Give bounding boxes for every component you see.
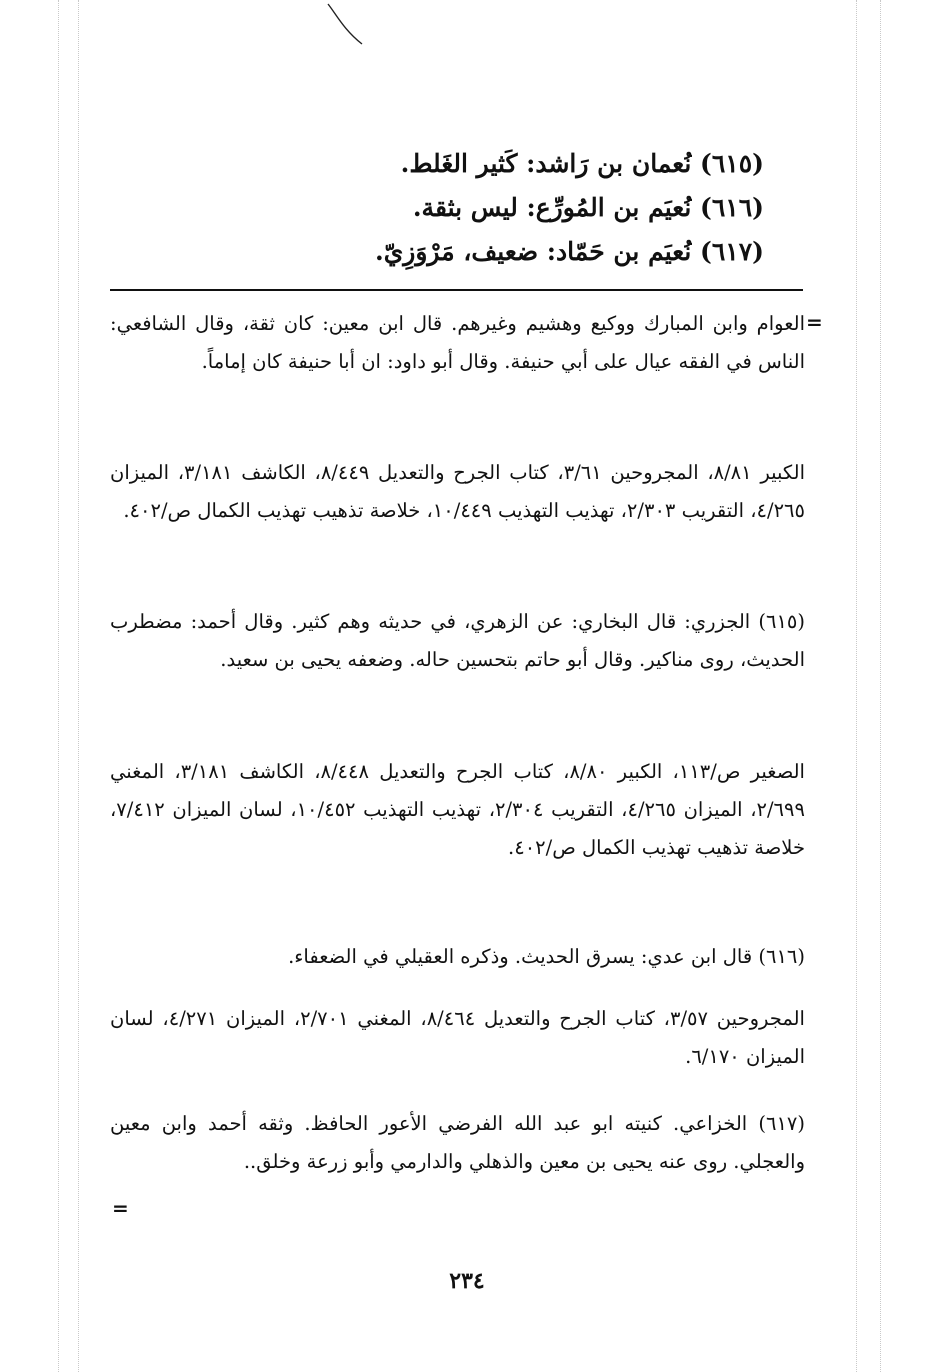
footnote-615: (٦١٥) الجزري: قال البخاري: عن الزهري، في حديثه وهم كثير. وقال أحمد: مضطرب الحديث، روى مناكير. وقال أبو حاتم بتحسين حاله. وضعفه يحيى بن سعيد. xyxy=(110,610,805,671)
continuation-end-marker: = xyxy=(112,1196,129,1220)
footnote-continuation-references: الكبير ٨/٨١، المجروحين ٣/٦١، كتاب الجرح والتعديل ٨/٤٤٩، الكاشف ٣/١٨١، الميزان ٤/٢٦٥، التقريب ٢/٣٠٣، تهذيب التهذيب ١٠/٤٤٩، خلاصة تذهيب تهذيب الكمال ص/٤٠٢. xyxy=(110,461,805,522)
footnote-617: (٦١٧) الخزاعي. كنيته ابو عبد الله الفرضي الأعور الحافظ. وثقه أحمد وابن معين والعجلي. روى عنه يحيى بن معين والذهلي والدارمي وأبو زرعة وخلق.. xyxy=(110,1112,805,1173)
entry-number: (٦١٧) xyxy=(700,237,764,266)
footnote-divider xyxy=(110,289,803,291)
entry-616 xyxy=(375,186,764,230)
page-number: ٢٣٤ xyxy=(449,1268,485,1294)
footnote-616: (٦١٦) قال ابن عدي: يسرق الحديث. وذكره العقيلي في الضعفاء. xyxy=(288,945,805,968)
scan-edge-line-right-outer xyxy=(880,0,881,1372)
entry-text: نُعيَم بن حَمّاد: ضعيف، مَرْوَزِيّ. xyxy=(375,237,692,266)
scan-edge-line-left-inner xyxy=(78,0,79,1372)
entry-text: نُعيَم بن المُورِّع: ليس بثقة. xyxy=(412,193,692,222)
continuation-marker: = xyxy=(806,310,823,334)
entry-number: (٦١٥) xyxy=(700,149,764,178)
scan-edge-line-right xyxy=(856,0,857,1372)
entry-617 xyxy=(375,230,764,274)
entry-615 xyxy=(375,142,764,186)
scan-edge-line-left xyxy=(58,0,59,1372)
entry-number: (٦١٦) xyxy=(700,193,764,222)
footnote-615-references: الصغير ص/١١٣، الكبير ٨/٨٠، كتاب الجرح والتعديل ٨/٤٤٨، الكاشف ٣/١٨١، المغني ٢/٦٩٩، الميزان ٤/٢٦٥، التقريب ٢/٣٠٤، تهذيب التهذيب ١٠/٤٥٢، لسان الميزان ٧/٤١٢، خلاصة تذهيب تهذيب الكمال ص/٤٠٢. xyxy=(110,760,805,859)
scan-mark-stroke xyxy=(326,0,366,50)
footnote-continuation: العوام وابن المبارك ووكيع وهشيم وغيرهم. قال ابن معين: كان ثقة، وقال الشافعي: الناس في الفقه عيال على أبي حنيفة. وقال أبو داود: ان أبا حنيفة كان إماماً. xyxy=(110,312,805,373)
main-entries xyxy=(375,142,764,274)
footnote-616-references: المجروحين ٣/٥٧، كتاب الجرح والتعديل ٨/٤٦٤، المغني ٢/٧٠١، الميزان ٤/٢٧١، لسان الميزان ٦/١٧٠. xyxy=(110,1007,805,1068)
entry-text: نُعمان بن رَاشد: كَثير الغَلط. xyxy=(400,149,692,178)
